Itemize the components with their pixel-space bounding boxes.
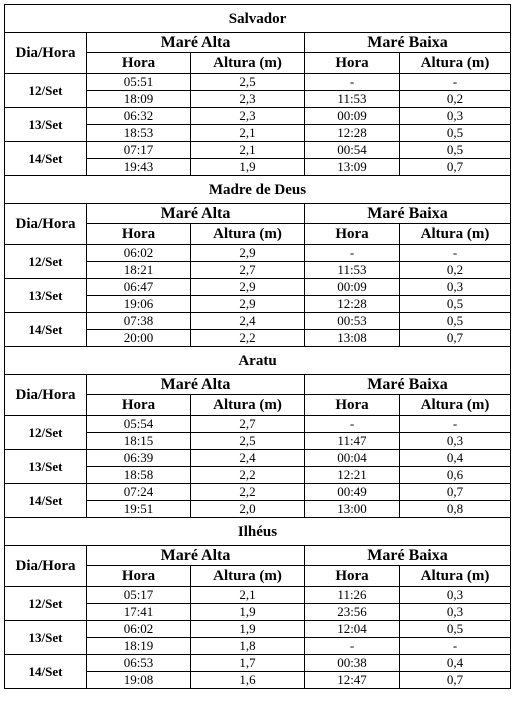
day-label: 13/Set xyxy=(5,279,87,313)
alta-altura-cell: 2,1 xyxy=(191,587,305,604)
mare-baixa-header: Maré Baixa xyxy=(305,33,511,53)
alta-hora-cell: 07:24 xyxy=(87,484,191,501)
location-title-row xyxy=(5,518,511,546)
alta-hora-cell: 06:47 xyxy=(87,279,191,296)
baixa-altura-cell: 0,3 xyxy=(400,587,511,604)
alta-hora-cell: 06:39 xyxy=(87,450,191,467)
tide-table xyxy=(4,4,511,689)
alta-altura-cell: 1,9 xyxy=(191,159,305,176)
table-row xyxy=(5,245,511,262)
baixa-altura-cell: - xyxy=(400,245,511,262)
baixa-hora-cell: 11:47 xyxy=(305,433,400,450)
baixa-altura-cell: 0,5 xyxy=(400,142,511,159)
group-header-row xyxy=(5,375,511,395)
group-header-row xyxy=(5,546,511,566)
mare-alta-header: Maré Alta xyxy=(87,204,305,224)
baixa-hora-cell: 12:47 xyxy=(305,672,400,689)
baixa-hora-cell: 12:04 xyxy=(305,621,400,638)
day-label: 12/Set xyxy=(5,74,87,108)
alta-altura-cell: 2,2 xyxy=(191,467,305,484)
alta-altura-cell: 2,4 xyxy=(191,313,305,330)
alta-altura-cell: 2,3 xyxy=(191,91,305,108)
mare-baixa-header: Maré Baixa xyxy=(305,375,511,395)
location-name: Aratu xyxy=(5,347,511,375)
day-label: 14/Set xyxy=(5,655,87,689)
baixa-hora-cell: - xyxy=(305,245,400,262)
location-title-row xyxy=(5,5,511,33)
alta-altura-cell: 2,1 xyxy=(191,125,305,142)
alta-hora-cell: 07:17 xyxy=(87,142,191,159)
baixa-altura-cell: 0,8 xyxy=(400,501,511,518)
baixa-altura-cell: 0,3 xyxy=(400,279,511,296)
baixa-hora-cell: 11:53 xyxy=(305,91,400,108)
alta-hora-cell: 18:53 xyxy=(87,125,191,142)
baixa-hora-cell: 00:49 xyxy=(305,484,400,501)
alta-altura-cell: 2,3 xyxy=(191,108,305,125)
day-label: 14/Set xyxy=(5,142,87,176)
table-row xyxy=(5,416,511,433)
alta-hora-cell: 17:41 xyxy=(87,604,191,621)
tide-table-body xyxy=(5,5,511,689)
baixa-hora-cell: - xyxy=(305,638,400,655)
baixa-altura-cell: 0,7 xyxy=(400,672,511,689)
mare-alta-header: Maré Alta xyxy=(87,546,305,566)
day-label: 13/Set xyxy=(5,108,87,142)
baixa-hora-cell: 12:28 xyxy=(305,125,400,142)
location-title-row xyxy=(5,347,511,375)
baixa-altura-cell: 0,4 xyxy=(400,450,511,467)
mare-alta-header: Maré Alta xyxy=(87,375,305,395)
alta-altura-cell: 2,7 xyxy=(191,262,305,279)
alta-hora-cell: 06:53 xyxy=(87,655,191,672)
location-title-row xyxy=(5,176,511,204)
baixa-hora-cell: 00:38 xyxy=(305,655,400,672)
alta-hora-cell: 05:17 xyxy=(87,587,191,604)
alta-hora-cell: 05:51 xyxy=(87,74,191,91)
day-label: 14/Set xyxy=(5,484,87,518)
alta-hora-cell: 20:00 xyxy=(87,330,191,347)
baixa-altura-cell: 0,5 xyxy=(400,621,511,638)
alta-altura-cell: 2,9 xyxy=(191,245,305,262)
baixa-hora-cell: 00:09 xyxy=(305,279,400,296)
table-row xyxy=(5,450,511,467)
tide-table-container xyxy=(4,4,510,689)
dia-hora-header: Dia/Hora xyxy=(5,204,87,245)
alta-hora-cell: 07:38 xyxy=(87,313,191,330)
baixa-hora-cell: 00:09 xyxy=(305,108,400,125)
alta-altura-cell: 1,8 xyxy=(191,638,305,655)
alta-hora-cell: 06:02 xyxy=(87,621,191,638)
day-label: 12/Set xyxy=(5,416,87,450)
baixa-altura-cell: - xyxy=(400,74,511,91)
alta-hora-cell: 19:43 xyxy=(87,159,191,176)
mare-baixa-header: Maré Baixa xyxy=(305,546,511,566)
alta-altura-cell: 2,2 xyxy=(191,330,305,347)
alta-hora-cell: 18:58 xyxy=(87,467,191,484)
baixa-hora-cell: 23:56 xyxy=(305,604,400,621)
table-row xyxy=(5,74,511,91)
baixa-hora-header: Hora xyxy=(305,224,400,245)
baixa-hora-cell: 11:53 xyxy=(305,262,400,279)
baixa-hora-cell: 13:09 xyxy=(305,159,400,176)
baixa-altura-cell: 0,5 xyxy=(400,296,511,313)
alta-hora-header: Hora xyxy=(87,566,191,587)
table-row xyxy=(5,484,511,501)
alta-hora-cell: 18:21 xyxy=(87,262,191,279)
alta-altura-header: Altura (m) xyxy=(191,395,305,416)
baixa-altura-cell: 0,2 xyxy=(400,262,511,279)
alta-altura-header: Altura (m) xyxy=(191,224,305,245)
alta-altura-header: Altura (m) xyxy=(191,566,305,587)
alta-hora-cell: 18:15 xyxy=(87,433,191,450)
dia-hora-header: Dia/Hora xyxy=(5,33,87,74)
group-header-row xyxy=(5,33,511,53)
baixa-altura-cell: 0,7 xyxy=(400,484,511,501)
alta-hora-header: Hora xyxy=(87,224,191,245)
baixa-altura-cell: 0,7 xyxy=(400,159,511,176)
baixa-hora-cell: 12:28 xyxy=(305,296,400,313)
day-label: 13/Set xyxy=(5,450,87,484)
baixa-hora-cell: 00:04 xyxy=(305,450,400,467)
group-header-row xyxy=(5,204,511,224)
baixa-altura-cell: 0,3 xyxy=(400,433,511,450)
alta-altura-cell: 2,1 xyxy=(191,142,305,159)
baixa-altura-cell: - xyxy=(400,638,511,655)
baixa-altura-cell: 0,5 xyxy=(400,125,511,142)
alta-altura-cell: 2,2 xyxy=(191,484,305,501)
location-name: Ilhéus xyxy=(5,518,511,546)
day-label: 14/Set xyxy=(5,313,87,347)
baixa-altura-cell: 0,3 xyxy=(400,604,511,621)
alta-hora-header: Hora xyxy=(87,395,191,416)
location-name: Salvador xyxy=(5,5,511,33)
day-label: 12/Set xyxy=(5,245,87,279)
baixa-hora-cell: 12:21 xyxy=(305,467,400,484)
alta-hora-cell: 06:02 xyxy=(87,245,191,262)
baixa-altura-header: Altura (m) xyxy=(400,395,511,416)
alta-hora-cell: 06:32 xyxy=(87,108,191,125)
table-row xyxy=(5,313,511,330)
baixa-altura-cell: 0,6 xyxy=(400,467,511,484)
alta-altura-cell: 1,7 xyxy=(191,655,305,672)
table-row xyxy=(5,587,511,604)
mare-alta-header: Maré Alta xyxy=(87,33,305,53)
alta-hora-header: Hora xyxy=(87,53,191,74)
dia-hora-header: Dia/Hora xyxy=(5,375,87,416)
alta-altura-cell: 1,6 xyxy=(191,672,305,689)
alta-altura-cell: 2,9 xyxy=(191,296,305,313)
table-row xyxy=(5,279,511,296)
location-name: Madre de Deus xyxy=(5,176,511,204)
baixa-altura-header: Altura (m) xyxy=(400,53,511,74)
baixa-altura-cell: 0,5 xyxy=(400,313,511,330)
alta-hora-cell: 05:54 xyxy=(87,416,191,433)
mare-baixa-header: Maré Baixa xyxy=(305,204,511,224)
baixa-hora-header: Hora xyxy=(305,566,400,587)
baixa-altura-cell: 0,2 xyxy=(400,91,511,108)
baixa-hora-cell: 13:08 xyxy=(305,330,400,347)
baixa-hora-cell: - xyxy=(305,416,400,433)
baixa-hora-cell: 11:26 xyxy=(305,587,400,604)
table-row xyxy=(5,108,511,125)
baixa-altura-cell: 0,7 xyxy=(400,330,511,347)
alta-altura-header: Altura (m) xyxy=(191,53,305,74)
alta-hora-cell: 19:08 xyxy=(87,672,191,689)
baixa-hora-header: Hora xyxy=(305,395,400,416)
alta-hora-cell: 19:51 xyxy=(87,501,191,518)
alta-altura-cell: 2,5 xyxy=(191,433,305,450)
baixa-altura-cell: - xyxy=(400,416,511,433)
alta-altura-cell: 1,9 xyxy=(191,621,305,638)
alta-altura-cell: 2,5 xyxy=(191,74,305,91)
alta-altura-cell: 2,4 xyxy=(191,450,305,467)
dia-hora-header: Dia/Hora xyxy=(5,546,87,587)
baixa-hora-cell: 13:00 xyxy=(305,501,400,518)
table-row xyxy=(5,142,511,159)
baixa-hora-cell: 00:54 xyxy=(305,142,400,159)
table-row xyxy=(5,621,511,638)
alta-altura-cell: 2,7 xyxy=(191,416,305,433)
alta-hora-cell: 18:19 xyxy=(87,638,191,655)
alta-hora-cell: 18:09 xyxy=(87,91,191,108)
alta-altura-cell: 2,9 xyxy=(191,279,305,296)
baixa-altura-cell: 0,4 xyxy=(400,655,511,672)
baixa-hora-cell: 00:53 xyxy=(305,313,400,330)
day-label: 12/Set xyxy=(5,587,87,621)
baixa-hora-cell: - xyxy=(305,74,400,91)
baixa-altura-header: Altura (m) xyxy=(400,566,511,587)
alta-hora-cell: 19:06 xyxy=(87,296,191,313)
baixa-altura-header: Altura (m) xyxy=(400,224,511,245)
day-label: 13/Set xyxy=(5,621,87,655)
baixa-altura-cell: 0,3 xyxy=(400,108,511,125)
baixa-hora-header: Hora xyxy=(305,53,400,74)
table-row xyxy=(5,655,511,672)
alta-altura-cell: 1,9 xyxy=(191,604,305,621)
alta-altura-cell: 2,0 xyxy=(191,501,305,518)
